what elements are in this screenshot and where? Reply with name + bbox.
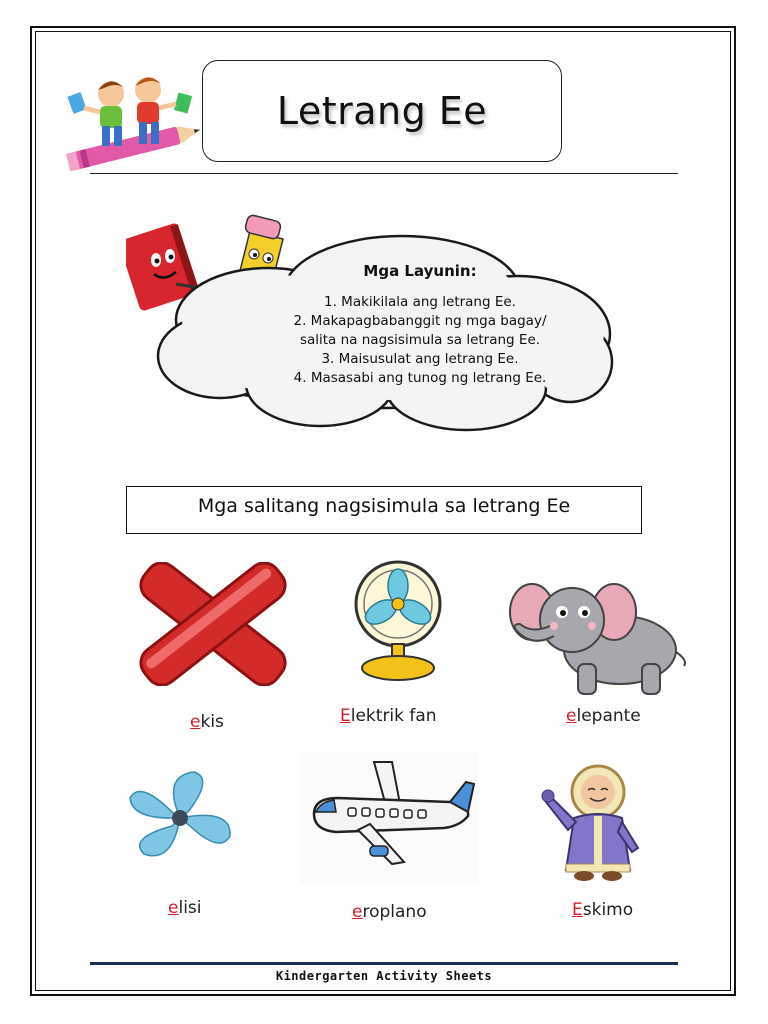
x-mark-icon — [134, 562, 292, 686]
word-ekis: ekis — [190, 712, 224, 732]
propeller-icon — [122, 768, 240, 868]
word-eroplano: eroplano — [352, 902, 427, 922]
footer-text: Kindergarten Activity Sheets — [275, 969, 493, 983]
eskimo-icon — [538, 758, 660, 882]
objective-line: salita na nagsisimula sa letrang Ee. — [299, 332, 541, 348]
objectives-text — [250, 262, 590, 388]
objective-line: 4. Masasabi ang tunog ng letrang Ee. — [293, 370, 547, 386]
airplane-icon — [300, 752, 478, 884]
objective-line: 3. Maisusulat ang letrang Ee. — [321, 351, 519, 367]
electric-fan-icon — [342, 556, 452, 684]
elephant-icon — [502, 570, 690, 698]
words-banner-text: Mga salitang nagsisimula sa letrang Ee — [197, 495, 571, 517]
objectives-heading: Mga Layunin: — [363, 262, 477, 280]
word-elektrik-fan: Elektrik fan — [340, 706, 437, 726]
page-title: Letrang Ee — [276, 89, 488, 133]
footer-divider — [90, 962, 678, 965]
objective-line: 2. Makapagbabanggit ng mga bagay/ — [293, 313, 547, 329]
title-divider — [90, 173, 678, 174]
words-banner — [126, 486, 642, 534]
title-box — [202, 60, 562, 162]
kids-on-pencil-icon — [56, 66, 206, 172]
word-elisi: elisi — [168, 898, 202, 918]
objective-line: 1. Makikilala ang letrang Ee. — [324, 294, 516, 310]
word-eskimo: Eskimo — [572, 900, 634, 920]
word-elepante: elepante — [566, 706, 641, 726]
